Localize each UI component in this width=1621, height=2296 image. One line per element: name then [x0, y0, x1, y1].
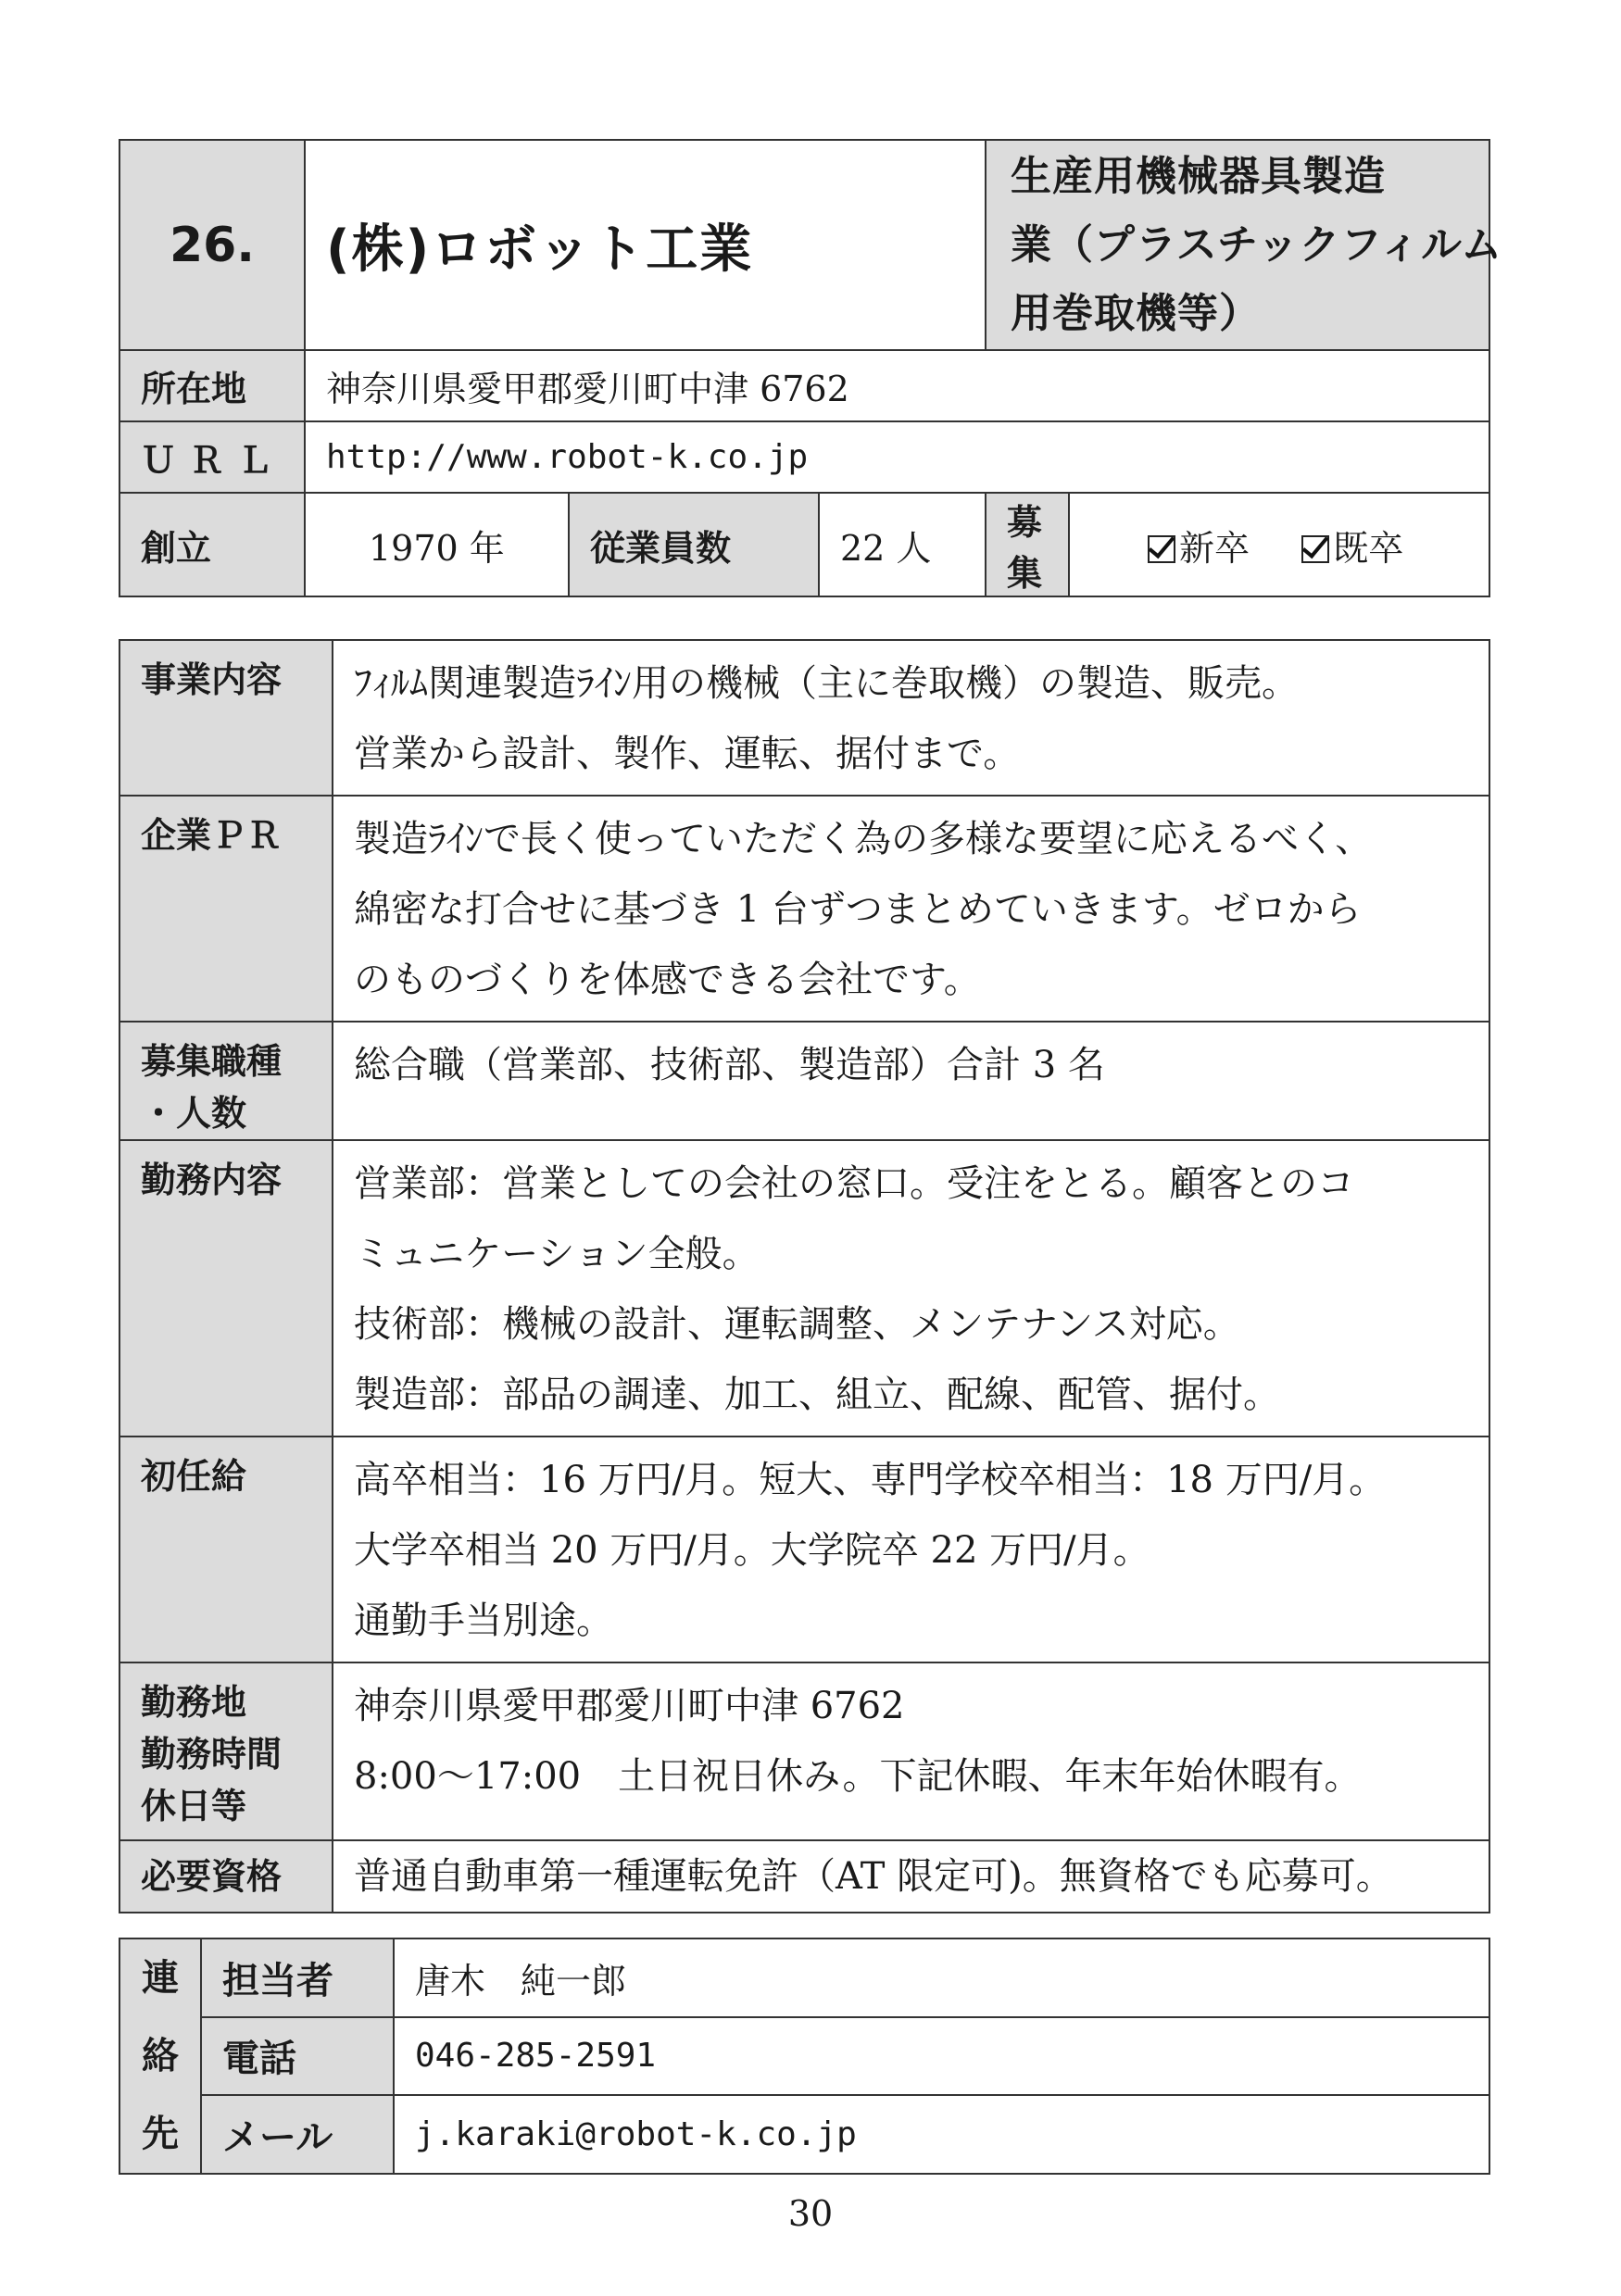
recruit-experienced: 既卒 — [1333, 527, 1404, 569]
text-line: ミュニケーション全般。 — [354, 1233, 760, 1275]
pr-value — [333, 796, 1489, 1022]
url-label: ＵＲＬ — [119, 421, 305, 493]
details-table — [119, 639, 1490, 1913]
jobs-value — [333, 1022, 1489, 1140]
recruit-label: 募集 — [986, 493, 1069, 596]
contact-side-label — [119, 1938, 201, 2174]
text-line: 普通自動車第一種運転免許（AT 限定可)。無資格でも応募可。 — [354, 1855, 1393, 1898]
company-header-table — [119, 139, 1503, 597]
location-label: 所在地 — [119, 350, 305, 421]
founded-label: 創立 — [119, 493, 305, 596]
location-value: 神奈川県愛甲郡愛川町中津 6762 — [305, 350, 1489, 421]
text-line: 技術部：機械の設計、運転調整、メンテナンス対応。 — [354, 1303, 1240, 1346]
side-char: 先 — [142, 2113, 179, 2155]
company-number: 26. — [119, 140, 305, 350]
industry-line: 生産用機械器具製造 — [1011, 152, 1387, 200]
label-line: 募集職種 — [141, 1041, 283, 1082]
text-line: 営業から設計、製作、運転、据付まで。 — [354, 733, 1021, 775]
phone-label: 電話 — [201, 2017, 394, 2096]
url-link[interactable]: http://www.robot-k.co.jp — [305, 421, 1489, 493]
business-value — [333, 640, 1489, 796]
text-line: 大学卒相当 20 万円/月。大学院卒 22 万円/月。 — [354, 1529, 1150, 1572]
label-line: 勤務時間 — [141, 1734, 283, 1775]
text-line: のものづくりを体感できる会社です。 — [354, 959, 981, 1001]
workplace-label — [119, 1662, 333, 1840]
label-line: 休日等 — [141, 1786, 247, 1826]
text-line: 製造ﾗｲﾝで長く使っていただく為の多様な要望に応えるべく、 — [354, 818, 1373, 860]
industry — [986, 140, 1503, 350]
text-line: 通勤手当別途。 — [354, 1600, 613, 1642]
person-value: 唐木 純一郎 — [394, 1938, 1489, 2017]
jobs-label — [119, 1022, 333, 1140]
text-line: 高卒相当：16 万円/月。短大、専門学校卒相当：18 万円/月。 — [354, 1459, 1387, 1501]
email-label: メール — [201, 2095, 394, 2174]
founded-value: 1970 年 — [305, 493, 569, 596]
email-link[interactable]: j.karaki@robot-k.co.jp — [394, 2095, 1489, 2174]
company-name: (株)ロボット工業 — [305, 140, 986, 350]
side-char: 連 — [142, 1957, 179, 2000]
qualification-label: 必要資格 — [119, 1840, 333, 1913]
duties-value — [333, 1140, 1489, 1437]
employees-value: 22 人 — [819, 493, 986, 596]
text-line: 営業部：営業としての会社の窓口。受注をとる。顧客とのコ — [354, 1162, 1354, 1205]
industry-line: 業（プラスチックフィルム — [1011, 220, 1503, 269]
page-number: 30 — [787, 2193, 834, 2234]
checkbox-checked-icon — [1148, 535, 1175, 563]
text-line: 神奈川県愛甲郡愛川町中津 6762 — [354, 1685, 905, 1727]
recruit-new: 新卒 — [1179, 527, 1250, 569]
salary-label: 初任給 — [119, 1437, 333, 1662]
checkbox-checked-icon — [1301, 535, 1329, 563]
salary-value — [333, 1437, 1489, 1662]
label-line: ・人数 — [141, 1093, 247, 1134]
text-line: 製造部：部品の調達、加工、組立、配線、配管、据付。 — [354, 1374, 1280, 1416]
text-line: 綿密な打合せに基づき 1 台ずつまとめていきます。ゼロから — [354, 888, 1362, 931]
person-label: 担当者 — [201, 1938, 394, 2017]
side-char: 絡 — [142, 2035, 179, 2077]
text-line: ﾌｨﾙﾑ関連製造ﾗｲﾝ用の機械（主に巻取機）の製造、販売。 — [354, 662, 1299, 705]
duties-label: 勤務内容 — [119, 1140, 333, 1437]
employees-label: 従業員数 — [569, 493, 819, 596]
business-label: 事業内容 — [119, 640, 333, 796]
text-line: 8:00～17:00 土日祝日休み。下記休暇、年末年始休暇有。 — [354, 1755, 1362, 1798]
phone-value[interactable]: 046-285-2591 — [394, 2017, 1489, 2096]
pr-label: 企業ＰＲ — [119, 796, 333, 1022]
contact-table — [119, 1938, 1490, 2175]
text-line: 総合職（営業部、技術部、製造部）合計 3 名 — [354, 1044, 1105, 1086]
recruit-options — [1069, 493, 1489, 596]
industry-line: 用巻取機等） — [1011, 289, 1262, 337]
workplace-value — [333, 1662, 1489, 1840]
qualification-value — [333, 1840, 1489, 1913]
label-line: 勤務地 — [141, 1682, 247, 1723]
